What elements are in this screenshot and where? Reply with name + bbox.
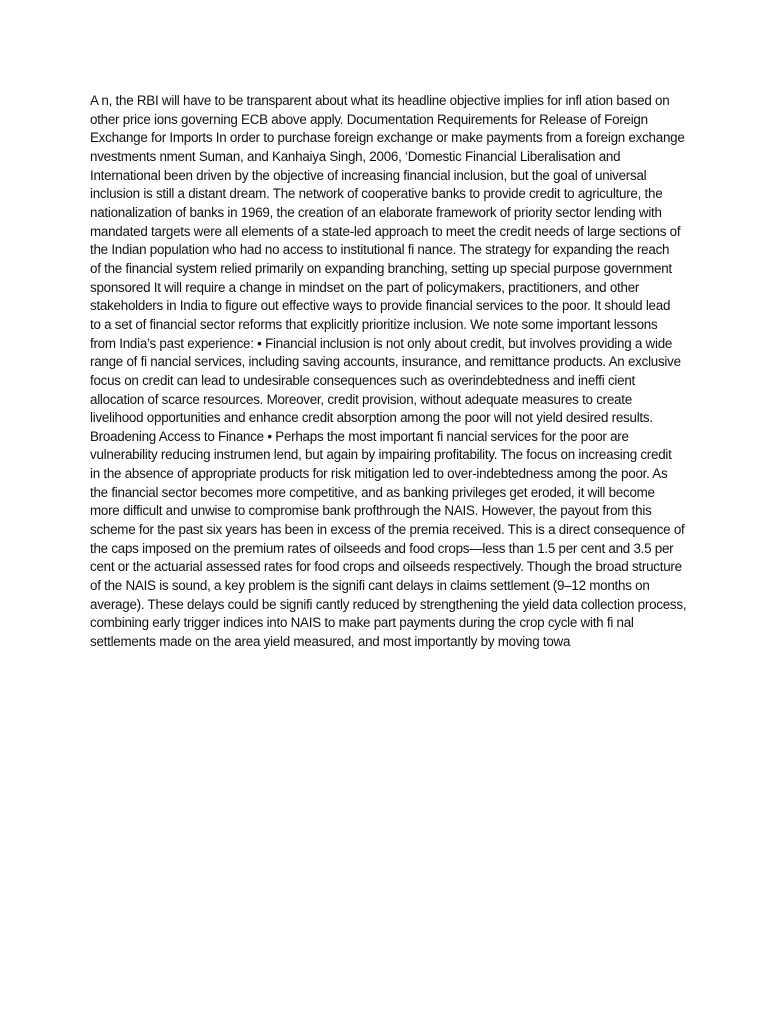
text-line: nvestments nment Suman, and Kanhaiya Singh, 2006, ‘Domestic Financial Liberalisation and — [90, 148, 621, 164]
text-line: of the financial system relied primarily on expanding branching, setting up special purpose government — [90, 260, 672, 276]
text-line: sponsored It will require a change in mindset on the part of policymakers, practitioners, and other — [90, 279, 640, 295]
text-line: of the NAIS is sound, a key problem is the signifi cant delays in claims settlement (9–12 months on — [90, 578, 650, 594]
text-line: average). These delays could be signifi cantly reduced by strengthening the yield data collection process, — [90, 596, 687, 612]
text-line: vulnerability reducing instrumen lend, but again by impairing profitability. The focus on increasing credit — [90, 447, 672, 463]
text-line: nationalization of banks in 1969, the creation of an elaborate framework of priority sector lending with — [90, 204, 662, 220]
text-line: mandated targets were all elements of a state-led approach to meet the credit needs of large sections of — [90, 223, 681, 239]
text-line: the caps imposed on the premium rates of oilseeds and food crops—less than 1.5 per cent and 3.5 per — [90, 540, 674, 556]
text-line: other price ions governing ECB above apply. Documentation Requirements for Release of Foreign — [90, 111, 648, 127]
text-line: A n, the RBI will have to be transparent about what its headline objective implies for infl ation based on — [90, 93, 670, 108]
text-line: the Indian population who had no access to institutional fi nance. The strategy for expanding the reach — [90, 242, 670, 258]
text-line: focus on credit can lead to undesirable consequences such as overindebtedness and ineffi cient — [90, 372, 635, 388]
text-line: allocation of scarce resources. Moreover, credit provision, without adequate measures to create — [90, 391, 632, 407]
text-line: the financial sector becomes more competitive, and as banking privileges get eroded, it will become — [90, 484, 655, 500]
text-line: cent or the actuarial assessed rates for food crops and oilseeds respectively. Though the broad structure — [90, 559, 682, 575]
text-line: Broadening Access to Finance • Perhaps the most important fi nancial services for the poor are — [90, 428, 629, 444]
text-line: stakeholders in India to figure out effective ways to provide financial services to the poor. It should lead — [90, 298, 671, 314]
body-paragraph — [90, 92, 690, 652]
text-line: in the absence of appropriate products for risk mitigation led to over-indebtedness among the poor. As — [90, 466, 668, 482]
text-line: to a set of financial sector reforms that explicitly prioritize inclusion. We note some important lessons — [90, 316, 658, 332]
text-line: range of fi nancial services, including saving accounts, insurance, and remittance products. An exclusive — [90, 354, 681, 370]
text-line: settlements made on the area yield measured, and most importantly by moving towa — [90, 634, 571, 650]
text-line: more difficult and unwise to compromise bank profthrough the NAIS. However, the payout from this — [90, 503, 652, 519]
text-line: Exchange for Imports In order to purchase foreign exchange or make payments from a foreign exchange — [90, 130, 685, 146]
text-line: International been driven by the objective of increasing financial inclusion, but the goal of universal — [90, 167, 647, 183]
text-line: inclusion is still a distant dream. The network of cooperative banks to provide credit to agriculture, the — [90, 186, 663, 202]
text-line: scheme for the past six years has been in excess of the premia received. This is a direct consequence of — [90, 522, 685, 538]
text-line: livelihood opportunities and enhance credit absorption among the poor will not yield desired results. — [90, 410, 653, 426]
text-line: from India’s past experience: • Financial inclusion is not only about credit, but involves providing a wide — [90, 335, 673, 351]
text-line: combining early trigger indices into NAIS to make part payments during the crop cycle with fi nal — [90, 615, 634, 631]
